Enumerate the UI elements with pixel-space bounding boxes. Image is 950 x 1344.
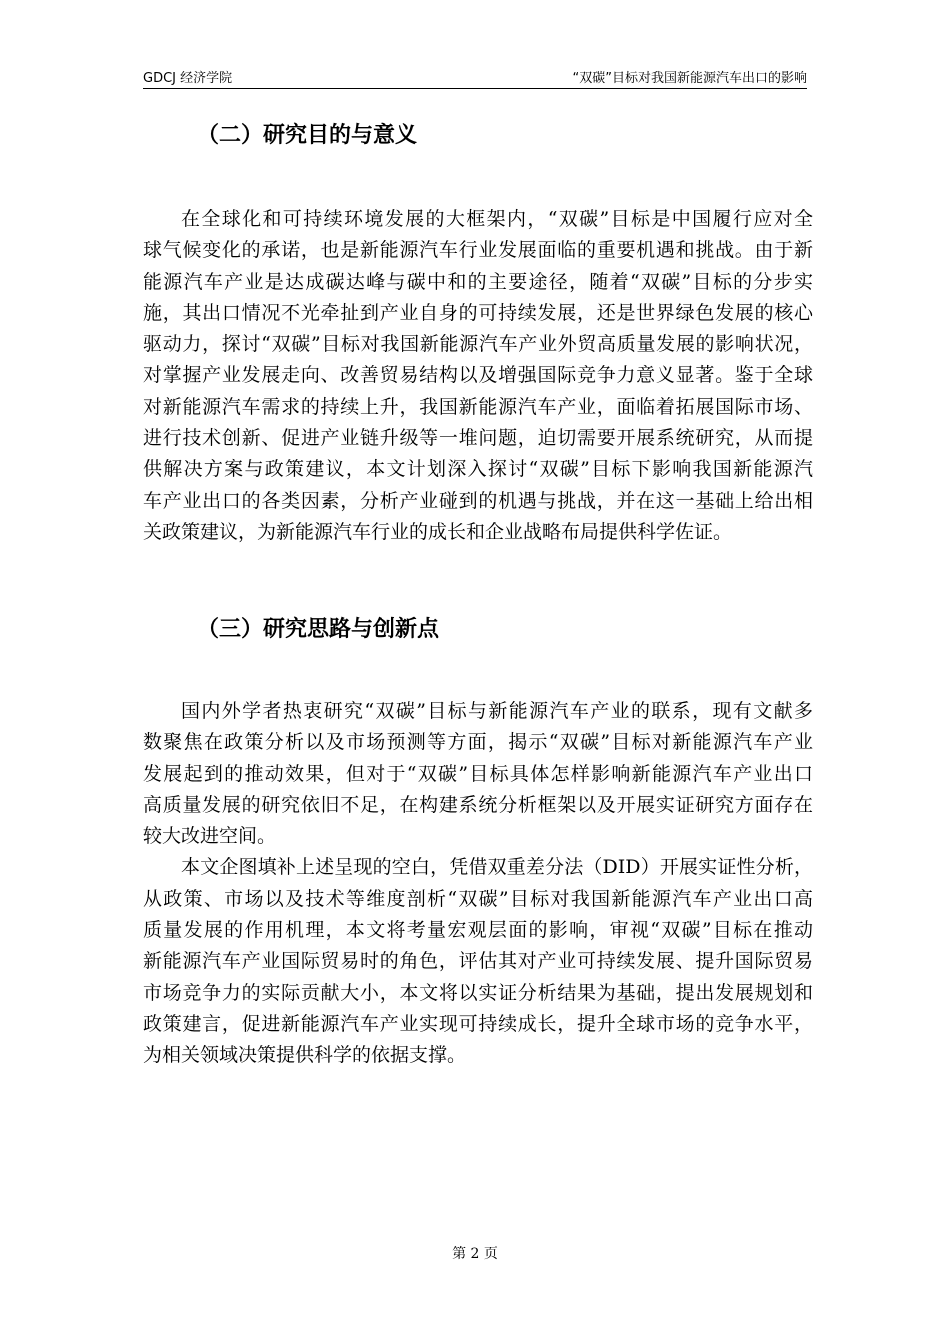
text-line: 为相关领域决策提供科学的依据支撑。 [143,1044,467,1067]
text-line: 新能源汽车产业国际贸易时的角色，评估其对产业可持续发展、提升国际贸易 [143,950,813,973]
text-line: 在全球化和可持续环境发展的大框架内，“双碳”目标是中国履行应对全 [181,208,813,230]
text-line: 关政策建议，为新能源汽车行业的成长和企业战略布局提供科学佐证。 [143,520,733,543]
text-line: 施，其出口情况不光牵扯到产业自身的可持续发展，还是世界绿色发展的核心 [143,301,813,324]
text-line: 对掌握产业发展走向、改善贸易结构以及增强国际竞争力意义显著。鉴于全球 [143,364,813,387]
page-header [143,70,807,89]
section-heading-purpose: （二）研究目的与意义 [197,123,418,148]
text-line: 发展起到的推动效果，但对于“双碳”目标具体怎样影响新能源汽车产业出口 [143,762,813,785]
text-line: 对新能源汽车需求的持续上升，我国新能源汽车产业，面临着拓展国际市场、 [143,395,813,418]
text-line: 驱动力，探讨“双碳”目标对我国新能源汽车产业外贸高质量发展的影响状况， [143,333,813,356]
text-line: 数聚焦在政策分析以及市场预测等方面，揭示“双碳”目标对新能源汽车产业 [143,731,813,754]
text-line: 球气候变化的承诺，也是新能源汽车行业发展面临的重要机遇和挑战。由于新 [143,239,813,262]
text-line: 较大改进空间。 [143,825,277,848]
text-line: 从政策、市场以及技术等维度剖析“双碳”目标对我国新能源汽车产业出口高 [143,887,813,910]
text-line: 本文企图填补上述呈现的空白，凭借双重差分法（DID）开展实证性分析， [181,856,813,879]
text-line: 市场竞争力的实际贡献大小，本文将以实证分析结果为基础，提出发展规划和 [143,981,813,1004]
paragraph-purpose [143,204,813,548]
section-heading-approach: （三）研究思路与创新点 [197,617,440,642]
text-line: 质量发展的作用机理，本文将考量宏观层面的影响，审视“双碳”目标在推动 [143,919,813,942]
paragraph-approach [143,696,813,1072]
header-left: GDCJ 经济学院 [143,71,233,86]
text-line: 进行技术创新、促进产业链升级等一堆问题，迫切需要开展系统研究，从而提 [143,427,813,450]
header-right: “双碳”目标对我国新能源汽车出口的影响 [572,71,807,86]
text-line: 高质量发展的研究依旧不足，在构建系统分析框架以及开展实证研究方面存在 [143,793,813,816]
page-number: 第 2 页 [452,1246,498,1262]
text-line: 政策建言，促进新能源汽车产业实现可持续成长，提升全球市场的竞争水平， [143,1012,813,1035]
text-line: 供解决方案与政策建议，本文计划深入探讨“双碳”目标下影响我国新能源汽 [143,458,813,481]
text-line: 国内外学者热衷研究“双碳”目标与新能源汽车产业的联系，现有文献多 [181,700,813,722]
text-line: 能源汽车产业是达成碳达峰与碳中和的主要途径，随着“双碳”目标的分步实 [143,270,813,293]
text-line: 车产业出口的各类因素，分析产业碰到的机遇与挑战，并在这一基础上给出相 [143,489,813,512]
